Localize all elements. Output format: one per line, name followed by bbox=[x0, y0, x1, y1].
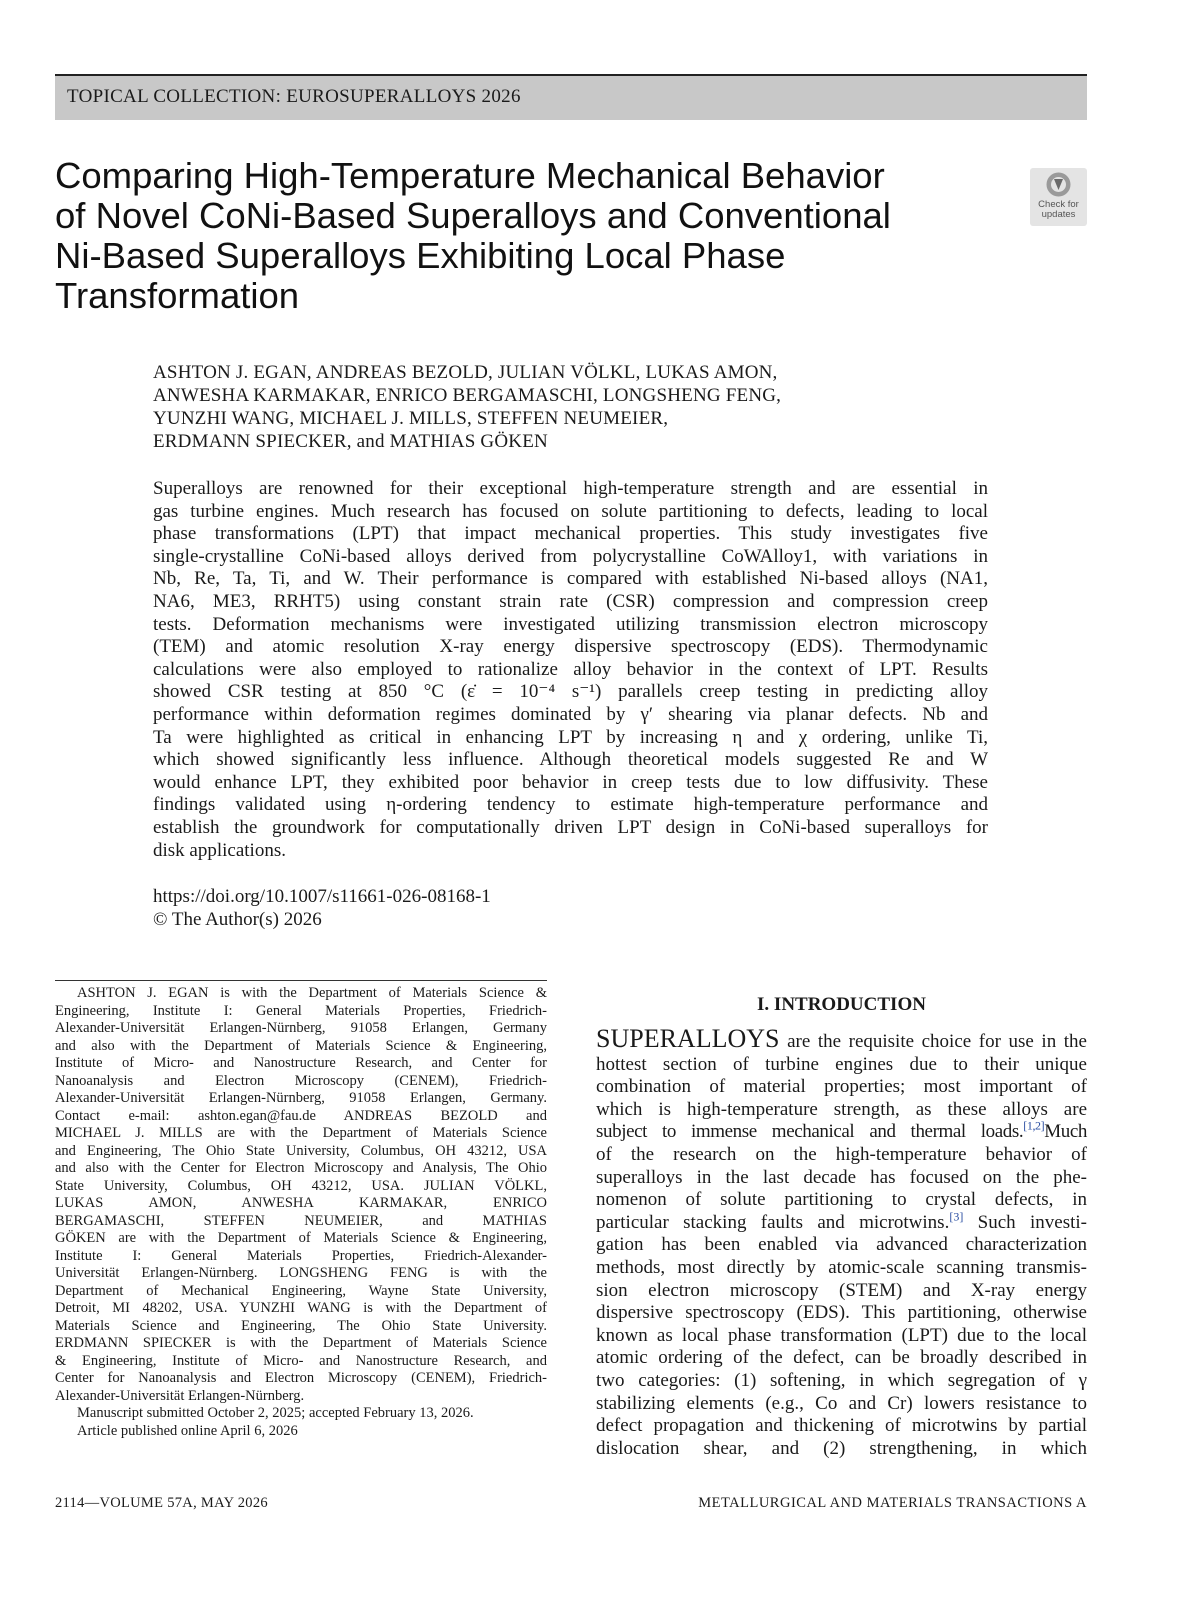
footnote-line: & Engineering, Institute of Micro- and Nanostructure Research, and bbox=[55, 1352, 547, 1369]
section-heading-introduction: I. INTRODUCTION bbox=[757, 994, 926, 1015]
intro-line: known as local phase transformation (LPT) due to the local bbox=[596, 1324, 1087, 1346]
footnote-line: ASHTON J. EGAN is with the Department of Materials Science & bbox=[77, 985, 547, 1001]
abstract-line: single-crystalline CoNi-based alloys derived from polycrystalline CoWAlloy1, with variations in bbox=[153, 545, 988, 567]
footnote-line: ERDMANN SPIECKER is with the Department of Materials Science bbox=[55, 1335, 547, 1351]
footnote-line: MICHAEL J. MILLS are with the Department of Materials Science bbox=[55, 1125, 547, 1141]
intro-line: nomenon of solute partitioning to crystal defects, in bbox=[596, 1189, 1087, 1211]
title-line: Comparing High-Temperature Mechanical Behavior bbox=[55, 155, 885, 196]
intro-line: dislocation shear, and (2) strengthening, in which bbox=[596, 1437, 1087, 1459]
footnote-line: Alexander-Universität Erlangen-Nürnberg, 91058 Erlangen, Germany bbox=[55, 1020, 547, 1036]
footnote-line: Nanoanalysis and Electron Microscopy (CENEM), Friedrich- bbox=[55, 1072, 547, 1089]
abstract bbox=[153, 478, 988, 862]
footnote-line: and Engineering, The Ohio State University, Columbus, OH 43212, USA bbox=[55, 1142, 547, 1159]
citation-link[interactable]: [1,2] bbox=[1023, 1119, 1045, 1134]
intro-line: particular stacking faults and microtwins.[3] Such investi- bbox=[596, 1209, 1087, 1233]
footnote-line: Universität Erlangen-Nürnberg. LONGSHENG FENG is with the bbox=[55, 1265, 547, 1281]
footnote-divider bbox=[55, 980, 547, 981]
check-for-updates-icon bbox=[1045, 171, 1072, 198]
manuscript-dates: Manuscript submitted October 2, 2025; accepted February 13, 2026. bbox=[77, 1405, 474, 1421]
footer-journal-name: METALLURGICAL AND MATERIALS TRANSACTIONS A bbox=[698, 1495, 1087, 1511]
intro-line: sion electron microscopy (STEM) and X-ray energy bbox=[596, 1279, 1087, 1301]
abstract-line: would enhance LPT, they exhibited poor behavior in creep tests due to low diffusivity. These bbox=[153, 771, 988, 793]
footnote-line: BERGAMASCHI, STEFFEN NEUMEIER, and MATHIAS bbox=[55, 1212, 547, 1229]
intro-line: stabilizing elements (e.g., Co and Cr) lowers resistance to bbox=[596, 1392, 1087, 1414]
footnote-line: GÖKEN are with the Department of Materials Science & Engineering, bbox=[55, 1230, 547, 1246]
publication-date: Article published online April 6, 2026 bbox=[77, 1422, 298, 1439]
abstract-line: NA6, ME3, RRHT5) using constant strain rate (CSR) compression and compression creep bbox=[153, 590, 988, 612]
footnote-line: LUKAS AMON, ANWESHA KARMAKAR, ENRICO bbox=[55, 1195, 547, 1211]
intro-first-word: SUPERALLOYS bbox=[596, 1024, 780, 1053]
abstract-line: calculations were also employed to rationalize alloy behavior in the context of LPT. Results bbox=[153, 658, 988, 680]
introduction-text bbox=[596, 1024, 1087, 1460]
footnote-line: Contact e-mail: ashton.egan@fau.de ANDREAS BEZOLD and bbox=[55, 1107, 547, 1124]
intro-line: superalloys in the last decade has focused on the phe- bbox=[596, 1166, 1087, 1188]
footnote-line: Alexander-Universität Erlangen-Nürnberg, 91058 Erlangen, Germany. bbox=[55, 1090, 547, 1106]
abstract-line: which showed significantly less influence. Although theoretical models suggested Re and W bbox=[153, 749, 988, 771]
abstract-line: disk applications. bbox=[153, 839, 286, 861]
abstract-line: Ta were highlighted as critical in enhancing LPT by increasing η and χ ordering, unlike Ti, bbox=[153, 726, 988, 748]
abstract-line: phase transformations (LPT) that impact mechanical properties. This study investigates five bbox=[153, 523, 988, 545]
author-line: YUNZHI WANG, MICHAEL J. MILLS, STEFFEN NEUMEIER, bbox=[153, 408, 669, 429]
abstract-line: gas turbine engines. Much research has focused on solute partitioning to defects, leading to local bbox=[153, 500, 988, 522]
abstract-line: (TEM) and atomic resolution X-ray energy dispersive spectroscopy (EDS). Thermodynamic bbox=[153, 636, 988, 658]
intro-line: gation has been enabled via advanced characterization bbox=[596, 1234, 1087, 1256]
footnote-line: Institute of Micro- and Nanostructure Research, and Center for bbox=[55, 1055, 547, 1071]
footer-volume-info: 2114—VOLUME 57A, MAY 2026 bbox=[55, 1495, 268, 1511]
abstract-line: showed CSR testing at 850 °C (ε̇ = 10⁻⁴ s⁻¹) parallels creep testing in predicting alloy bbox=[153, 681, 988, 703]
citation-link[interactable]: [3] bbox=[949, 1209, 964, 1224]
intro-line: hottest section of turbine engines due to their unique bbox=[596, 1053, 1087, 1075]
intro-line: which is high-temperature strength, as these alloys are bbox=[596, 1098, 1087, 1120]
intro-line: methods, most directly by atomic-scale scanning transmis- bbox=[596, 1256, 1087, 1278]
footnote-line: and also with the Department of Materials Science & Engineering, bbox=[55, 1037, 547, 1054]
author-line: ANWESHA KARMAKAR, ENRICO BERGAMASCHI, LONGSHENG FENG, bbox=[153, 385, 782, 406]
abstract-line: findings validated using η-ordering tendency to estimate high-temperature performance and bbox=[153, 794, 988, 816]
intro-line: SUPERALLOYS are the requisite choice for use in the bbox=[596, 1024, 1087, 1053]
check-for-updates-button[interactable] bbox=[1030, 168, 1087, 226]
banner-text: TOPICAL COLLECTION: EUROSUPERALLOYS 2026 bbox=[67, 86, 521, 107]
author-affiliations-footnote bbox=[55, 985, 547, 1440]
intro-line: defect propagation and thickening of microtwins by partial bbox=[596, 1415, 1087, 1437]
author-list bbox=[153, 361, 953, 453]
intro-line: of the research on the high-temperature behavior of bbox=[596, 1143, 1087, 1165]
copyright-notice: © The Author(s) 2026 bbox=[153, 909, 322, 930]
check-for-updates-label: Check for updates bbox=[1038, 199, 1079, 220]
title-line: of Novel CoNi-Based Superalloys and Conventional bbox=[55, 195, 891, 236]
author-line: ERDMANN SPIECKER, and MATHIAS GÖKEN bbox=[153, 431, 548, 452]
abstract-line: tests. Deformation mechanisms were investigated utilizing transmission electron microscopy bbox=[153, 613, 988, 635]
article-title bbox=[55, 156, 955, 316]
title-line: Transformation bbox=[55, 275, 300, 316]
footnote-line: Institute I: General Materials Properties, Friedrich-Alexander- bbox=[55, 1247, 547, 1264]
intro-line: atomic ordering of the defect, can be broadly described in bbox=[596, 1347, 1087, 1369]
abstract-line: establish the groundwork for computationally driven LPT design in CoNi-based superalloys for bbox=[153, 816, 988, 838]
footnote-line: Detroit, MI 48202, USA. YUNZHI WANG is with the Department of bbox=[55, 1300, 547, 1316]
doi-link[interactable]: https://doi.org/10.1007/s11661-026-08168-1 bbox=[153, 886, 491, 907]
abstract-line: Nb, Re, Ta, Ti, and W. Their performance is compared with established Ni-based alloys (NA1, bbox=[153, 568, 988, 590]
abstract-line: performance within deformation regimes dominated by γ′ shearing via planar defects. Nb and bbox=[153, 703, 988, 725]
author-line: ASHTON J. EGAN, ANDREAS BEZOLD, JULIAN VÖLKL, LUKAS AMON, bbox=[153, 362, 778, 383]
footnote-line: Center for Nanoanalysis and Electron Microscopy (CENEM), Friedrich- bbox=[55, 1370, 547, 1386]
footnote-line: Department of Mechanical Engineering, Wayne State University, bbox=[55, 1282, 547, 1299]
footnote-line: and also with the Center for Electron Microscopy and Analysis, The Ohio bbox=[55, 1160, 547, 1176]
footnote-line: State University, Columbus, OH 43212, USA. JULIAN VÖLKL, bbox=[55, 1177, 547, 1194]
footnote-line: Alexander-Universität Erlangen-Nürnberg. bbox=[55, 1387, 305, 1404]
abstract-line: Superalloys are renowned for their exceptional high-temperature strength and are essential in bbox=[153, 478, 988, 499]
footnote-line: Engineering, Institute I: General Materials Properties, Friedrich- bbox=[55, 1002, 547, 1019]
title-line: Ni-Based Superalloys Exhibiting Local Phase bbox=[55, 235, 786, 276]
intro-line: two categories: (1) softening, in which segregation of γ bbox=[596, 1369, 1087, 1391]
topical-collection-banner bbox=[55, 74, 1087, 120]
footnote-line: Materials Science and Engineering, The Ohio State University. bbox=[55, 1317, 547, 1334]
intro-line: dispersive spectroscopy (EDS). This partitioning, otherwise bbox=[596, 1302, 1087, 1324]
intro-line: combination of material properties; most important of bbox=[596, 1076, 1087, 1098]
intro-line: subject to immense mechanical and thermal loads.[1,2]Much bbox=[596, 1119, 1087, 1143]
doi-block bbox=[153, 885, 491, 931]
